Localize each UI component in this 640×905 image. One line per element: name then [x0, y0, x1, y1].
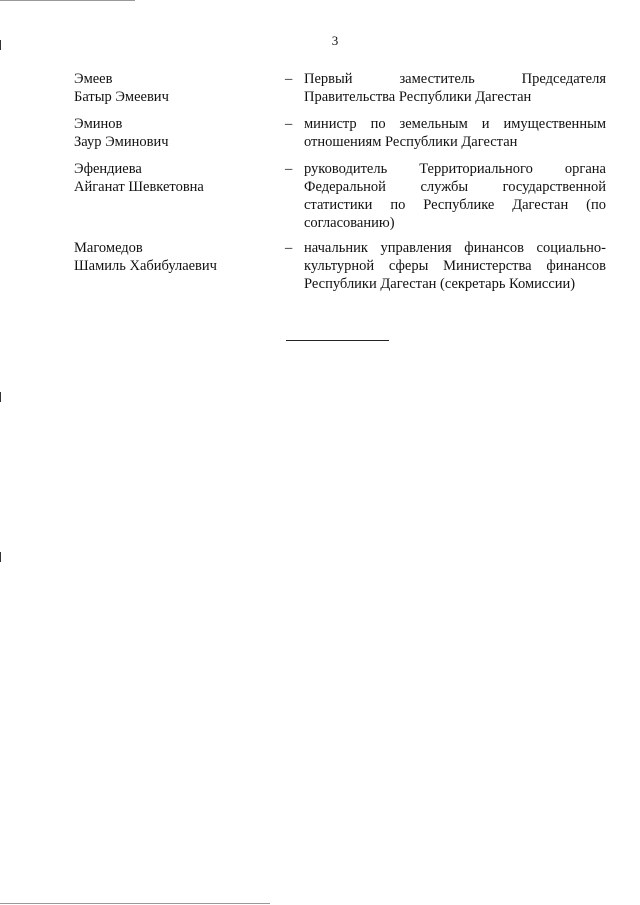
member-position: министр по земельным и имущественным отношениям Республики Дагестан	[304, 116, 606, 150]
member-surname: Эмеев	[74, 71, 113, 87]
entry-dash: –	[285, 71, 293, 87]
member-name	[74, 70, 274, 106]
member-surname: Эфендиева	[74, 161, 142, 177]
member-position: Первый заместитель Председателя Правительства Республики Дагестан	[304, 71, 606, 105]
member-name	[74, 239, 274, 275]
member-given-names: Батыр Эмеевич	[74, 89, 169, 105]
member-position: начальник управления финансов социально-культурной сферы Министерства финансов Республики Дагестан (секретарь Комиссии)	[304, 240, 606, 292]
member-given-names: Шамиль Хабибулаевич	[74, 258, 217, 274]
scan-edge-left-2	[0, 392, 1, 402]
member-name	[74, 160, 274, 196]
member-name	[74, 115, 274, 151]
entry-dash: –	[285, 116, 293, 132]
member-surname: Эминов	[74, 116, 123, 132]
member-given-names: Заур Эминович	[74, 134, 169, 150]
scan-edge-top	[0, 0, 135, 1]
member-given-names: Айганат Шевкетовна	[74, 179, 204, 195]
entry-dash: –	[285, 240, 293, 256]
member-position: руководитель Территориального органа Федеральной службы государственной статистики по Республике Дагестан (по согласованию)	[304, 161, 606, 231]
scan-edge-left-3	[0, 552, 1, 562]
scan-edge-bottom	[0, 903, 270, 904]
member-surname: Магомедов	[74, 240, 143, 256]
page-number: 3	[331, 33, 339, 48]
closing-rule	[286, 340, 389, 341]
entry-dash: –	[285, 161, 293, 177]
